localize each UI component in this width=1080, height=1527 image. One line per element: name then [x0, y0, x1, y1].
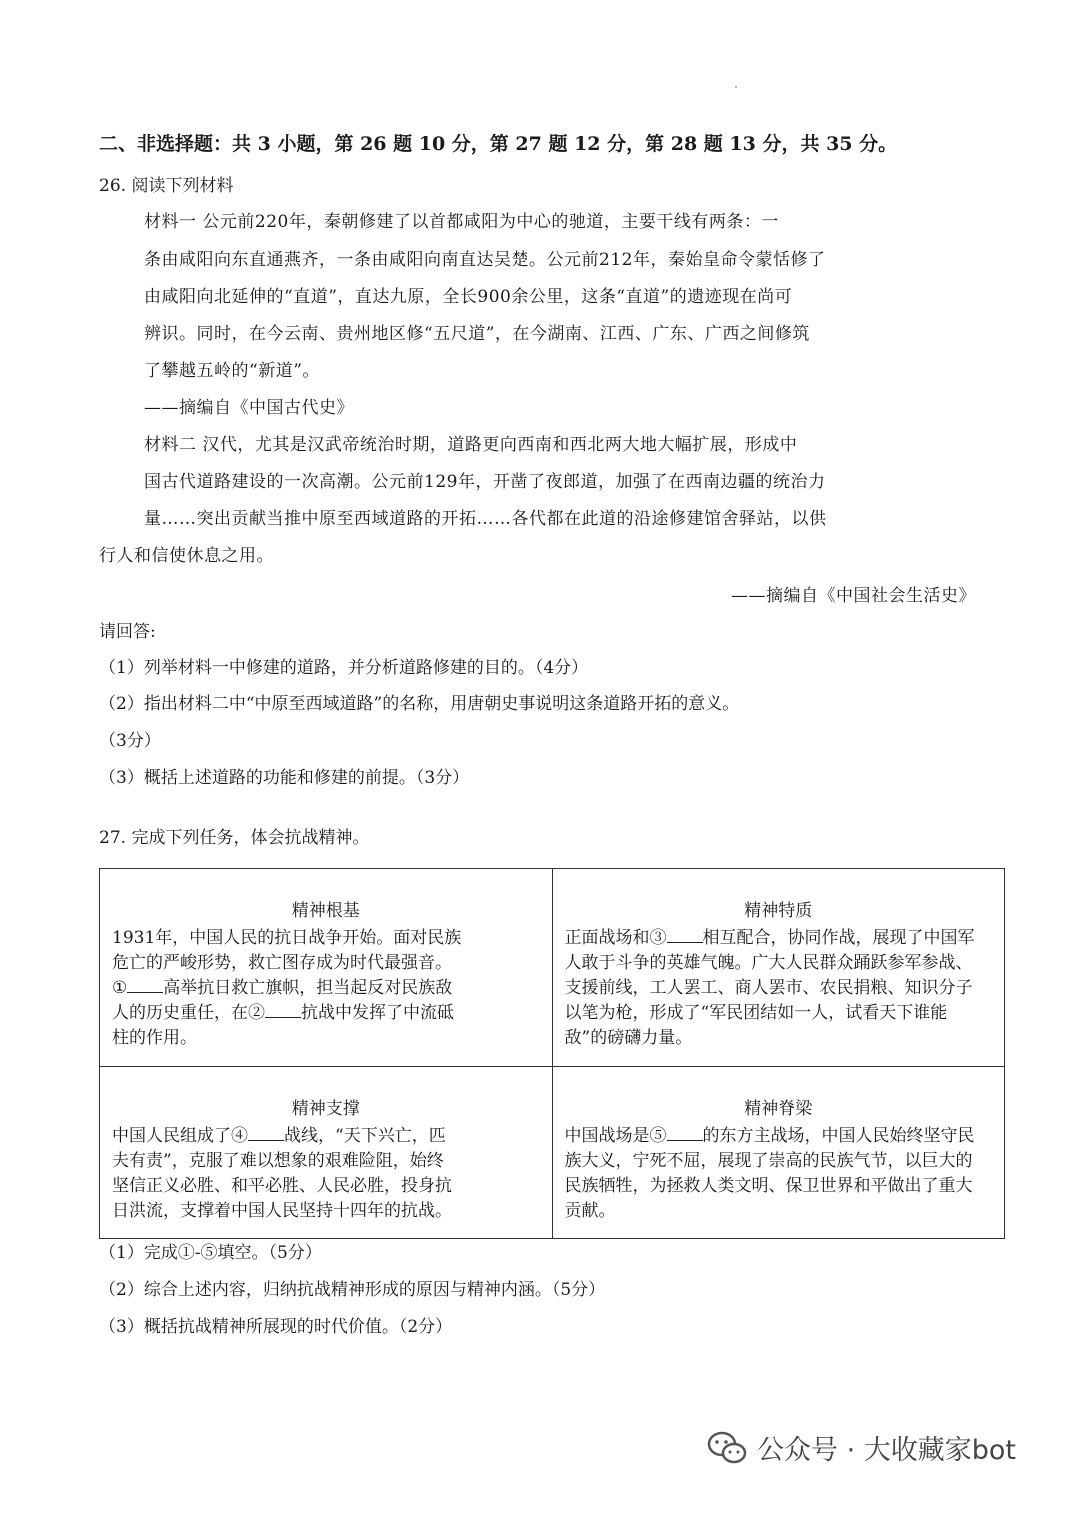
q27-question: （2）综合上述内容，归纳抗战精神形成的原因与精神内涵。（5分）	[99, 1280, 606, 1300]
cell-body: 正面战场和③ 相互配合，协同作战，展现了中国军 人敢于斗争的英雄气魄。广大人民群众踊跃参军参战、 支援前线，工人罢工、商人罢市、农民捐粮、知识分子 以笔为枪，形成了“军民团结如一人，试看天下谁能 敌”的磅礴力量。	[564, 928, 975, 1048]
cell-spirit-foundation	[100, 869, 553, 1067]
material2-line: 国古代道路建设的一次高潮。公元前129年，开凿了夜郎道，加强了在西南边疆的统治力	[144, 472, 826, 492]
q27-question: （3）概括抗战精神所展现的时代价值。（2分）	[99, 1317, 453, 1337]
fill-blank-5[interactable]	[667, 1124, 703, 1141]
q26-title: 26. 阅读下列材料	[99, 176, 234, 196]
watermark-text: 公众号 · 大收藏家bot	[757, 1435, 1016, 1466]
q26-question: （3）概括上述道路的功能和修建的前提。（3分）	[99, 768, 470, 788]
cell-title: 精神支撑	[291, 1098, 360, 1119]
fill-blank-4[interactable]	[248, 1124, 284, 1141]
fill-blank-3[interactable]	[667, 926, 703, 943]
scan-speck	[735, 86, 737, 88]
cell-title: 精神特质	[744, 901, 813, 921]
cell-body: 1931年，中国人民的抗日战争开始。面对民族 危亡的严峻形势，救亡图存成为时代最强音。 ① 高举抗日救亡旗帜，担当起反对民族敌 人的历史重任，在② 抗战中发挥了中流砥 柱的作用。	[112, 928, 462, 1048]
fill-blank-2[interactable]	[265, 1001, 301, 1018]
material1-line: 辨识。同时，在今云南、贵州地区修“五尺道”，在今湖南、江西、广东、广西之间修筑	[144, 324, 810, 344]
section-heading: 二、非选择题：共 3 小题，第 26 题 10 分，第 27 题 12 分，第 28 题 13 分，共 35 分。	[99, 133, 898, 155]
cell-title: 精神脊梁	[744, 1098, 813, 1119]
watermark	[707, 1428, 1016, 1467]
q26-question: （1）列举材料一中修建的道路，并分析道路修建的目的。（4分）	[99, 658, 589, 678]
cell-spirit-backbone	[552, 1066, 1005, 1238]
material2-line: 行人和信使休息之用。	[99, 546, 274, 566]
material1-line: 由咸阳向北延伸的“直道”，直达九原，全长900余公里，这条“直道”的遗迹现在尚可	[144, 287, 793, 307]
cell-body: 中国人民组成了④ 战线，“天下兴亡，匹 夫有责”，克服了难以想象的艰难险阻，始终 坚信正义必胜、和平必胜、人民必胜，投身抗 日洪流，支撑着中国人民坚持十四年的抗战。	[112, 1125, 452, 1221]
q26-question: （2）指出材料二中“中原至西域道路”的名称，用唐朝史事说明这条道路开拓的意义。	[99, 694, 740, 714]
material1-line: 材料一 公元前220年，秦朝修建了以首都咸阳为中心的驰道，主要干线有两条：一	[144, 212, 779, 232]
q27-question: （1）完成①-⑤填空。（5分）	[99, 1243, 322, 1263]
cell-spirit-support	[100, 1066, 553, 1238]
q26-prompt: 请回答:	[99, 622, 156, 642]
material2-line: 材料二 汉代，尤其是汉武帝统治时期，道路更向西南和西北两大地大幅扩展，形成中	[144, 435, 798, 455]
q27-title: 27. 完成下列任务，体会抗战精神。	[99, 828, 370, 848]
material1-line: 了攀越五岭的“新道”。	[144, 361, 320, 381]
cell-title: 精神根基	[291, 901, 360, 921]
wechat-icon	[707, 1431, 747, 1465]
fill-blank-1[interactable]	[127, 976, 163, 993]
material1-line: 条由咸阳向东直通燕齐，一条由咸阳向南直达吴楚。公元前212年，秦始皇命令蒙恬修了	[144, 250, 826, 270]
spirit-table	[99, 868, 1005, 1239]
cell-spirit-traits	[552, 869, 1005, 1067]
material1-source: ——摘编自《中国古代史》	[144, 398, 354, 418]
q26-question: （3分）	[99, 731, 161, 751]
material2-source: ——摘编自《中国社会生活史》	[731, 586, 976, 606]
material2-line: 量……突出贡献当推中原至西域道路的开拓……各代都在此道的沿途修建馆舍驿站，以供	[144, 509, 827, 529]
cell-body: 中国战场是⑤ 的东方主战场，中国人民始终坚守民 族大义，宁死不屈，展现了崇高的民族气节，以巨大的 民族牺牲，为拯救人类文明、保卫世界和平做出了重大 贡献。	[564, 1125, 975, 1221]
